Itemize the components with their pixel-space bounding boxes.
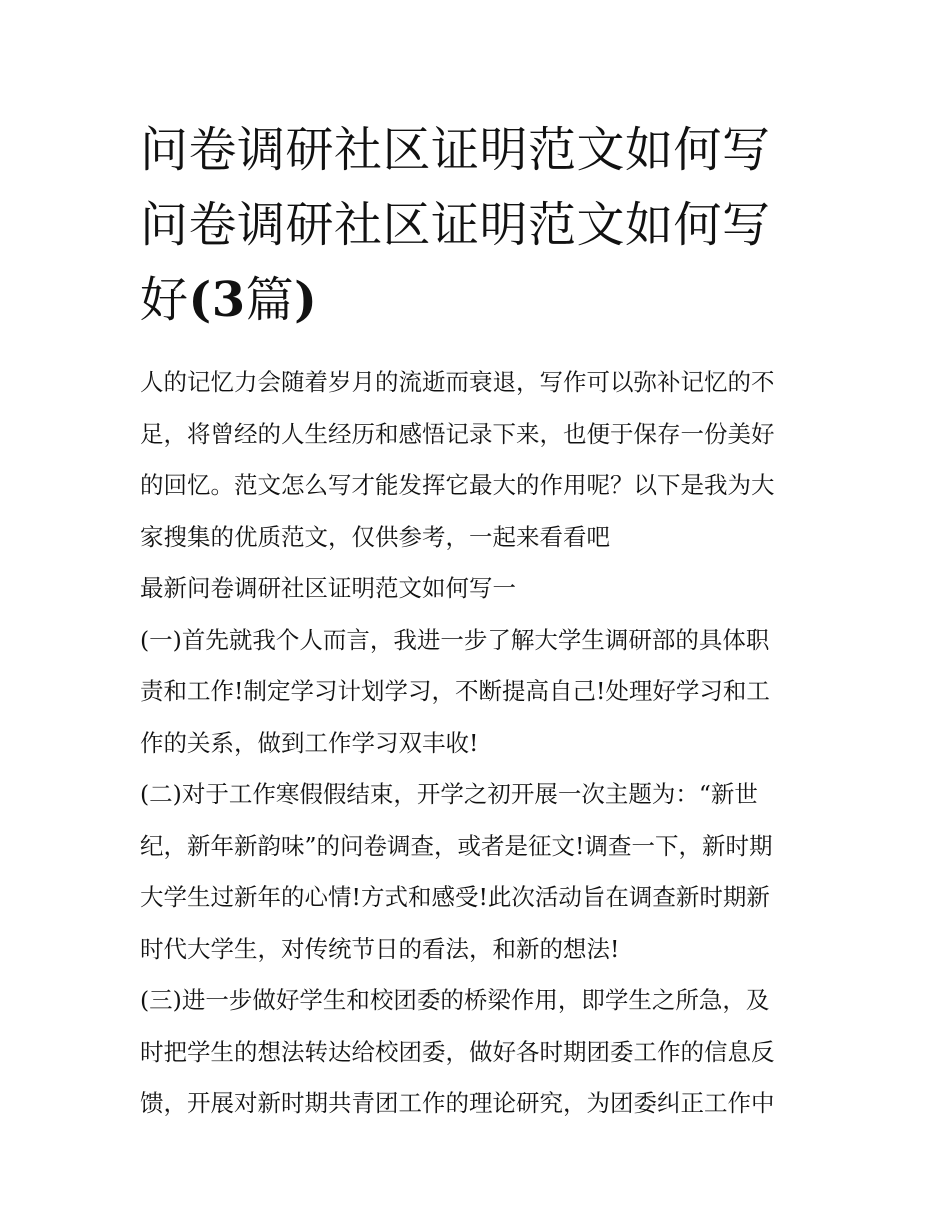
- title-line-2: 问卷调研社区证明范文如何写: [140, 197, 771, 253]
- body-line: (三)进一步做好学生和校团委的桥梁作用，即学生之所急，及: [140, 986, 770, 1014]
- body-line: 责和工作!制定学习计划学习，不断提高自己!处理好学习和工: [140, 677, 770, 705]
- title-line-3-close: ): [294, 272, 318, 328]
- body-line: 足，将曾经的人生经历和感悟记录下来，也便于保存一份美好: [140, 419, 775, 448]
- title-line-3-count: (3: [188, 272, 246, 328]
- body-line: (一)首先就我个人而言，我进一步了解大学生调研部的具体职: [140, 625, 770, 654]
- title-line-3-prefix: 好: [140, 272, 189, 328]
- body-line: 时把学生的想法转达给校团委，做好各时期团委工作的信息反: [140, 1037, 775, 1066]
- title-line-3-unit: 篇: [245, 272, 295, 328]
- body-line: 纪，新年新韵味”的问卷调查，或者是征文!调查一下，新时期: [140, 831, 773, 860]
- body-line: 的回忆。范文怎么写才能发挥它最大的作用呢？以下是我为大: [140, 471, 775, 499]
- body-line: 人的记忆力会随着岁月的流逝而衰退，写作可以弥补记忆的不: [140, 368, 775, 396]
- body-text: [140, 357, 820, 1130]
- body-line: 馈，开展对新时期共青团工作的理论研究，为团委纠正工作中: [140, 1089, 775, 1117]
- body-line: 时代大学生，对传统节日的看法，和新的想法!: [140, 934, 620, 963]
- title-line-3: [140, 263, 820, 338]
- body-line: 作的关系，做到工作学习双丰收!: [140, 728, 479, 757]
- body-line: 大学生过新年的心情!方式和感受!此次活动旨在调查新时期新: [140, 883, 770, 911]
- body-line: (二)对于工作寒假假结束，开学之初开展一次主题为：“新世: [140, 780, 758, 808]
- page-title: [140, 113, 820, 338]
- section-heading: 最新问卷调研社区证明范文如何写一: [140, 574, 516, 602]
- body-line: 家搜集的优质范文，仅供参考，一起来看看吧: [140, 522, 610, 551]
- title-line-1: 问卷调研社区证明范文如何写: [140, 122, 771, 178]
